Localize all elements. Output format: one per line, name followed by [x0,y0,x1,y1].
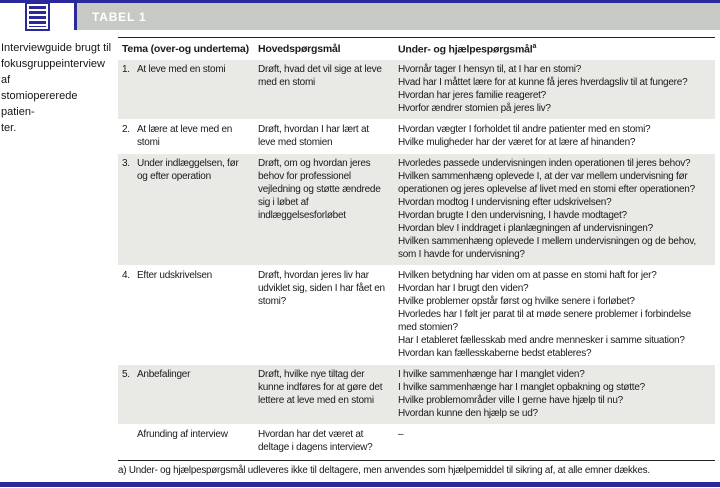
cell-undersporgsmal [398,428,715,454]
row-number: 3. [122,157,130,169]
row-tema-label: Anbefalinger [137,368,191,380]
cell-hovedsporgsmal: Drøft, om og hvordan jeres behov for professionel vejledning og støtte ændrede sig i løbet af indlæggelsesforløbet [258,157,381,221]
cell-undersporgsmal [398,157,715,261]
cell-tema [118,63,258,115]
cell-undersporgsmal [398,368,715,420]
cell-tema [118,157,258,261]
caption-line: ter. [1,122,17,134]
cell-undersporgsmal [398,123,715,149]
row-tema-label: Afrunding af interview [137,428,228,440]
table-icon-stripes [29,6,46,27]
under-question: I hvilke sammenhænge har I manglet opbakning og støtte? [398,381,645,393]
under-question: – [398,428,404,440]
under-question: Hvilke problemer opstår først og hvilke senere i forløbet? [398,295,635,307]
under-question: Hvordan har I brugt den viden? [398,282,529,294]
under-question: Hvilken sammenhæng oplevede I, at der var mellem undervisning før operationen og jeres oplevelse af livet med en stomi efter operationen? [398,170,695,195]
under-question: Hvorledes passede undervisningen inden operationen til jeres behov? [398,157,691,169]
table-row [118,266,715,365]
content [0,30,720,476]
cell-tema [118,428,258,454]
row-tema-label: At lære at leve med en stomi [137,123,233,148]
cell-hovedsporgsmal: Hvordan har det været at deltage i dagens interview? [258,428,373,453]
table-header-row [118,37,715,60]
footnote: a) Under- og hjælpespørgsmål udleveres ikke til deltagere, men anvendes som hjælpemiddel til sikring af, at alle emner dækkes. [118,460,715,476]
cell-hovedsporgsmal: Drøft, hvilke nye tiltag der kunne indføres for at gøre det lettere at leve med en stomi [258,368,383,406]
row-tema-label: Efter udskrivelsen [137,269,212,281]
cell-tema [118,123,258,149]
icon-box [0,3,74,30]
under-question: Hvordan vægter I forholdet til andre patienter med en stomi? [398,123,651,135]
table-row [118,365,715,425]
column-header-undersporgsmal-label: Under- og hjælpespørgsmål [398,43,533,56]
cell-tema [118,269,258,360]
table-caption [0,37,118,136]
row-number [118,428,137,454]
under-question: Hvordan blev I inddraget i planlægningen af undervisningen? [398,222,653,234]
under-question: Hvordan har jeres familie reageret? [398,89,546,101]
under-question: Hvilken betydning har viden om at passe en stomi haft for jer? [398,269,657,281]
row-number: 5. [122,368,130,380]
table-row [118,425,715,459]
titlebar [0,3,720,30]
column-header-tema: Tema (over-og undertema) [122,43,249,55]
row-number: 1. [122,63,130,75]
under-question: Hvornår tager I hensyn til, at I har en stomi? [398,63,582,75]
under-question: I hvilke sammenhænge har I manglet viden? [398,368,585,380]
cell-undersporgsmal [398,269,715,360]
footnote-marker: a [532,43,537,50]
column-header-undersporgsmal [398,43,715,56]
table-title: TABEL 1 [92,9,147,24]
caption-line: Interviewguide brugt til [1,42,112,54]
row-number: 2. [122,123,130,135]
under-question: Hvad har I måttet lære for at kunne få jeres hverdagsliv til at fungere? [398,76,688,88]
table-body [118,60,715,459]
cell-hovedsporgsmal: Drøft, hvordan I har lært at leve med stomien [258,123,369,148]
cell-hovedsporgsmal: Drøft, hvordan jeres liv har udviklet sig, siden I har fået en stomi? [258,269,385,307]
under-question: Hvordan brugte I den undervisning, I havde modtaget? [398,209,627,221]
under-question: Hvordan modtog I undervisning efter udskrivelsen? [398,196,612,208]
interview-guide-table [118,37,715,476]
row-tema-label: Under indlæggelsen, før og efter operation [137,157,239,182]
row-number: 4. [122,269,130,281]
cell-hovedsporgsmal: Drøft, hvad det vil sige at leve med en stomi [258,63,382,88]
bottom-border [0,482,720,487]
table-row [118,60,715,120]
under-question: Hvilke muligheder har der været for at lære af hinanden? [398,136,636,148]
cell-undersporgsmal [398,63,715,115]
cell-tema [118,368,258,420]
under-question: Hvilken sammenhæng oplevede I mellem undervisningen og de behov, som I havde for undervisning? [398,235,696,260]
titlebar-band [77,3,720,30]
table-row [118,120,715,154]
table-icon [25,2,50,31]
under-question: Hvilke problemområder ville I gerne have hjælp til nu? [398,394,623,406]
table-row [118,154,715,266]
caption-line: fokusgruppeinterview af [1,58,105,86]
caption-line: stomiopererede patien- [1,90,78,118]
under-question: Hvorfor ændrer stomien på jeres liv? [398,102,551,114]
under-question: Hvordan kunne den hjælp se ud? [398,407,538,419]
under-question: Hvordan kan fællesskaberne bedst etableres? [398,347,592,359]
row-tema-label: At leve med en stomi [137,63,226,75]
under-question: Hvorledes har I følt jer parat til at møde senere problemer i forbindelse med stomien? [398,308,691,333]
under-question: Har I etableret fællesskab med andre mennesker i samme situation? [398,334,685,346]
column-header-hovedsporgsmal: Hovedspørgsmål [258,43,341,55]
